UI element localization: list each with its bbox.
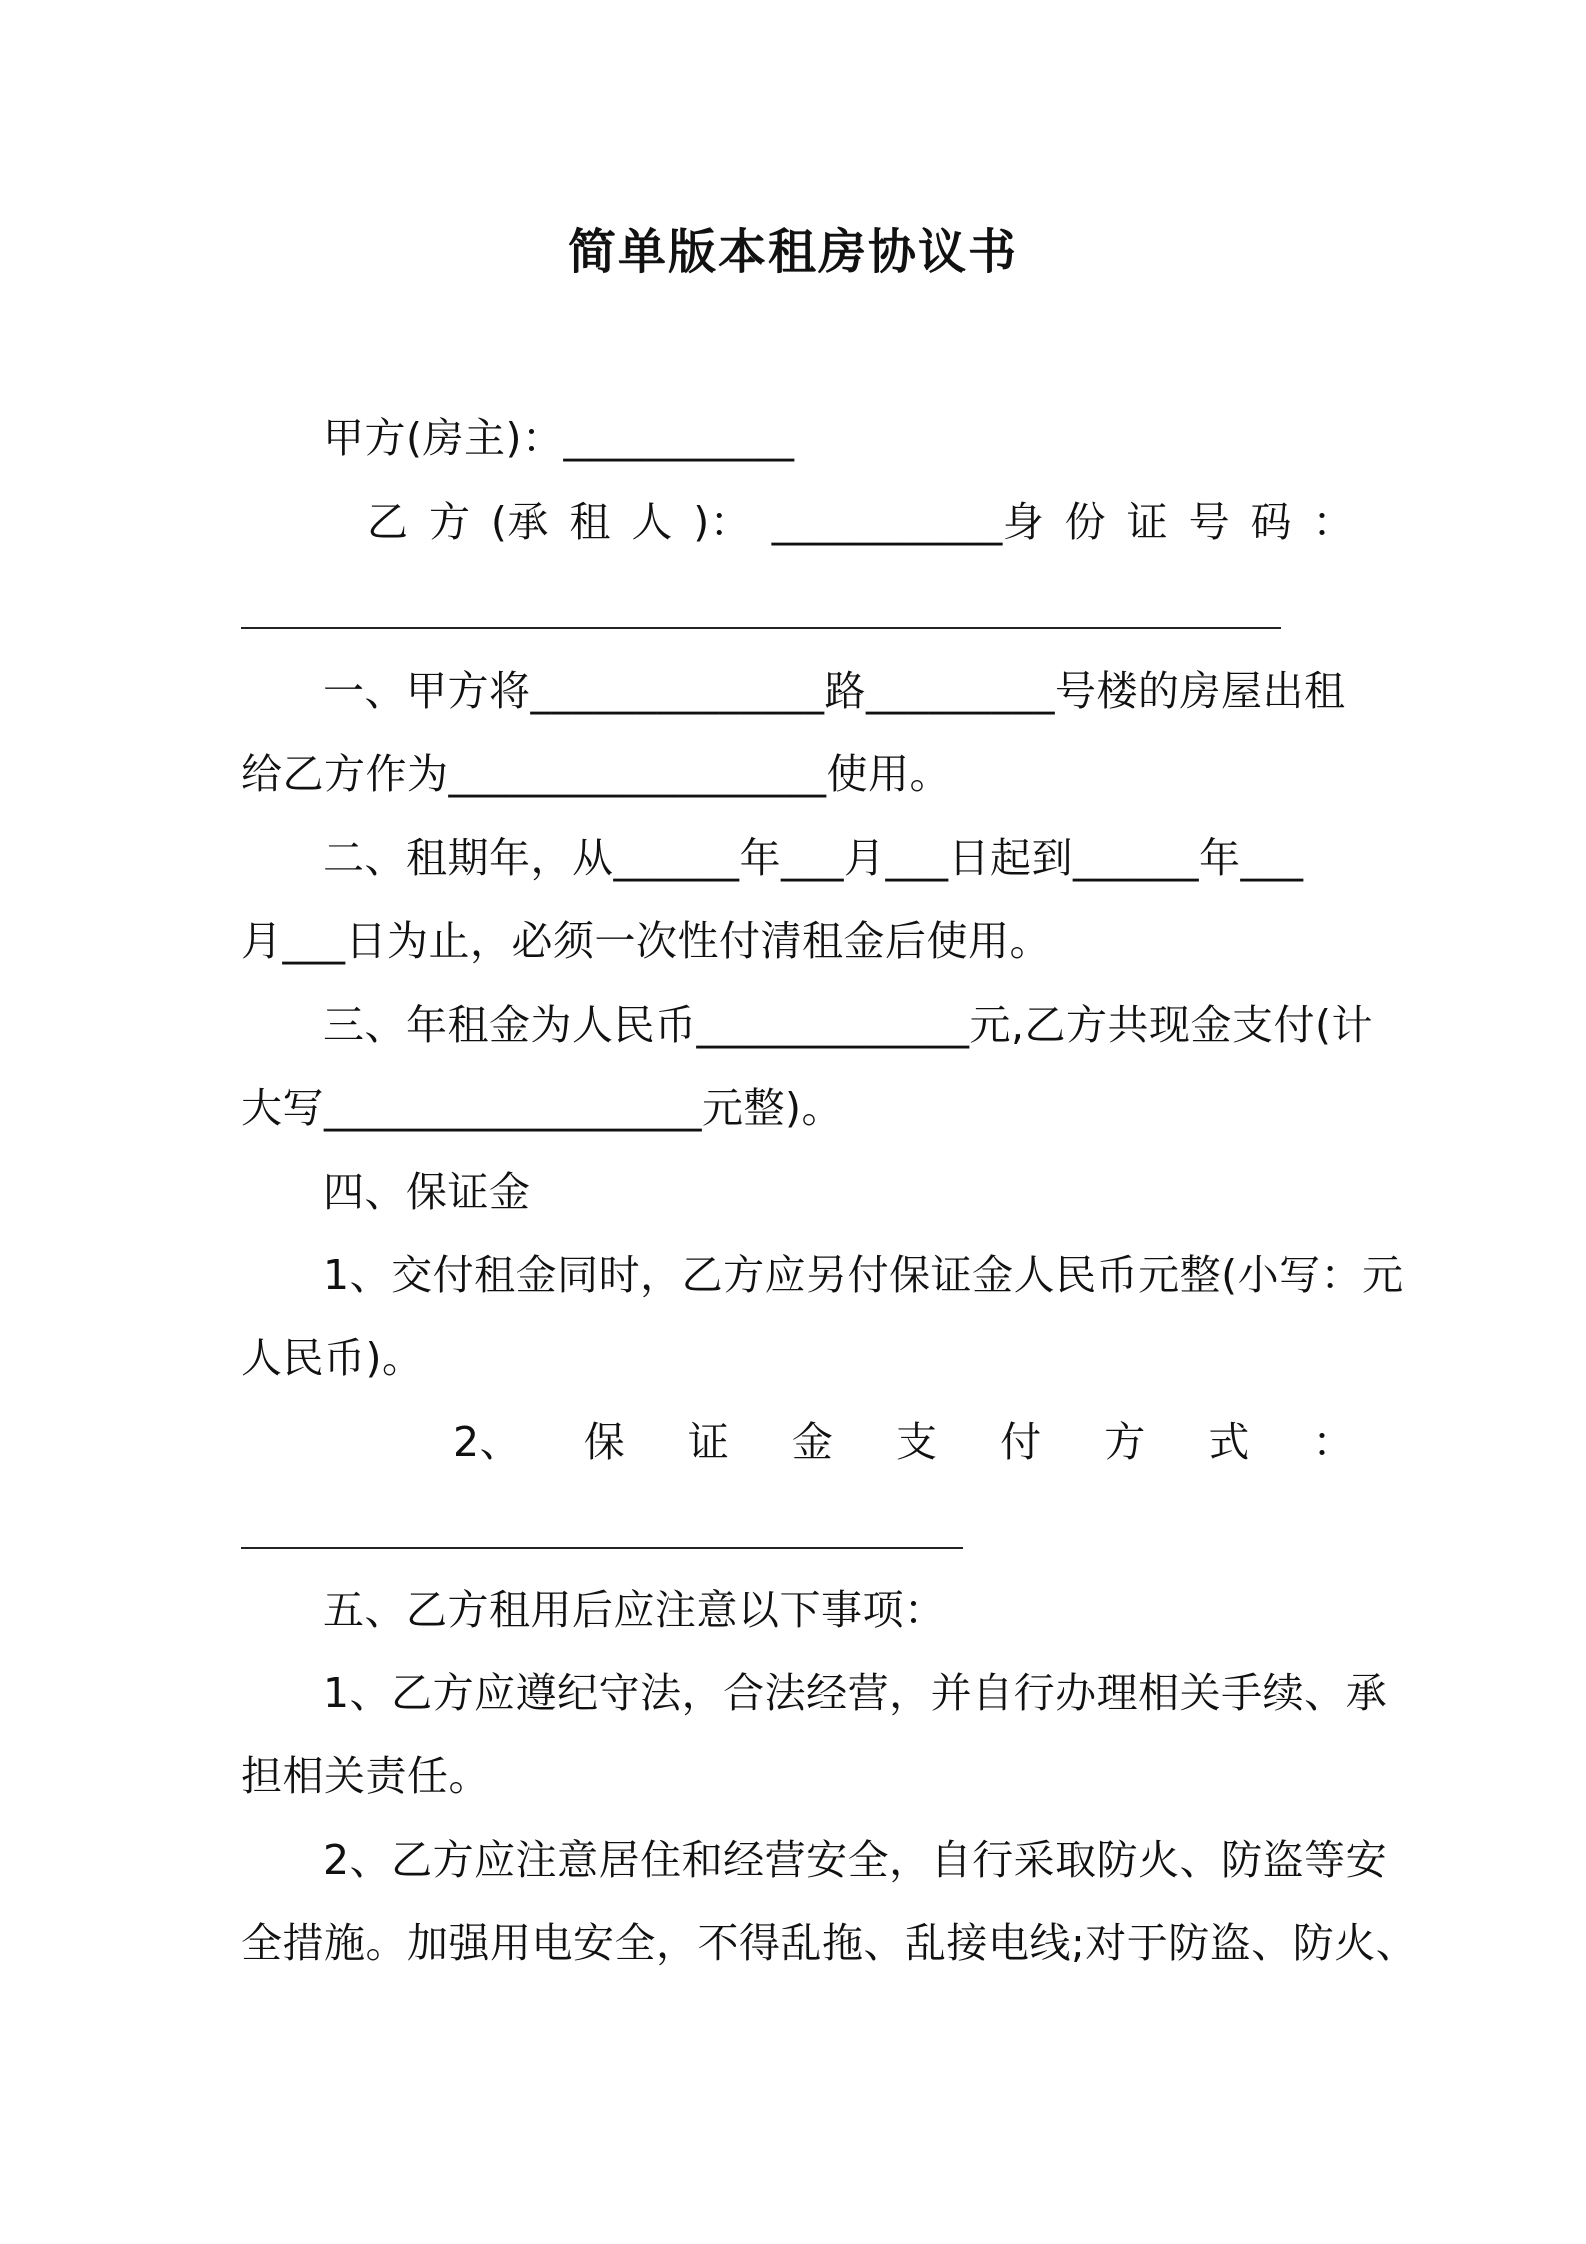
party-b-char: 人 xyxy=(631,498,673,546)
clause-3-line-2: 大写__________________元整)。 xyxy=(241,1084,843,1132)
party-a-line: 甲方(房主)：___________ xyxy=(323,414,795,462)
party-b-line xyxy=(241,494,1354,550)
clause-4-item-2-char: 式 xyxy=(1208,1418,1250,1466)
clause-4-item-2-char: 付 xyxy=(1000,1418,1042,1466)
clause-4-item-2-char: ： xyxy=(1312,1418,1354,1466)
clause-2-line-2: 月___日为止，必须一次性付清租金后使用。 xyxy=(241,917,1051,965)
party-b-char: 码 xyxy=(1250,498,1293,546)
clause-3-line-1: 三、年租金为人民币_____________元,乙方共现金支付(计 xyxy=(323,1001,1374,1049)
party-b-char: 方 xyxy=(428,498,471,546)
clause-4-item-1-line-2: 人民币)。 xyxy=(241,1334,424,1382)
clause-4-item-2-char: 2、 xyxy=(453,1418,522,1466)
id-number-blank-rule xyxy=(241,627,1281,629)
clause-4-item-2-char: 证 xyxy=(687,1418,730,1466)
clause-1-line-1: 一、甲方将______________路_________号楼的房屋出租 xyxy=(323,667,1346,715)
party-b-char: 乙 xyxy=(367,498,409,546)
party-b-char: 租 xyxy=(569,498,611,546)
clause-5-heading: 五、乙方租用后应注意以下事项： xyxy=(323,1586,946,1634)
clause-4-item-2-char: 保 xyxy=(583,1418,626,1466)
clause-5-item-2-line-1: 2、乙方应注意居住和经营安全，自行采取防火、防盗等安 xyxy=(323,1836,1388,1884)
party-b-char: 号 xyxy=(1188,498,1231,546)
clause-4-item-2-char: 支 xyxy=(896,1418,938,1466)
payment-method-blank-rule xyxy=(241,1547,963,1549)
party-b-char: ： xyxy=(1312,498,1354,546)
clause-4-item-2-line xyxy=(241,1414,1354,1470)
clause-4-item-1-line-1: 1、交付租金同时，乙方应另付保证金人民币元整(小写：元 xyxy=(323,1251,1404,1299)
party-b-char: 证 xyxy=(1126,498,1169,546)
party-b-char: ___________身 xyxy=(771,498,1045,546)
clause-5-item-2-line-2: 全措施。加强用电安全，不得乱拖、乱接电线;对于防盗、防火、 xyxy=(241,1919,1418,1967)
clause-4-item-2-char: 金 xyxy=(791,1418,834,1466)
document-title: 简单版本租房协议书 xyxy=(567,224,1018,280)
clause-5-item-1-line-2: 担相关责任。 xyxy=(241,1752,490,1800)
party-b-char: (承 xyxy=(490,498,549,546)
party-b-char: 份 xyxy=(1064,498,1107,546)
clause-1-line-2: 给乙方作为__________________使用。 xyxy=(241,750,951,798)
party-b-char: )： xyxy=(693,498,752,546)
clause-2-line-1: 二、租期年，从______年___月___日起到______年___ xyxy=(323,834,1304,882)
clause-4-heading: 四、保证金 xyxy=(323,1168,531,1216)
clause-5-item-1-line-1: 1、乙方应遵纪守法，合法经营，并自行办理相关手续、承 xyxy=(323,1669,1388,1717)
clause-4-item-2-char: 方 xyxy=(1104,1418,1146,1466)
